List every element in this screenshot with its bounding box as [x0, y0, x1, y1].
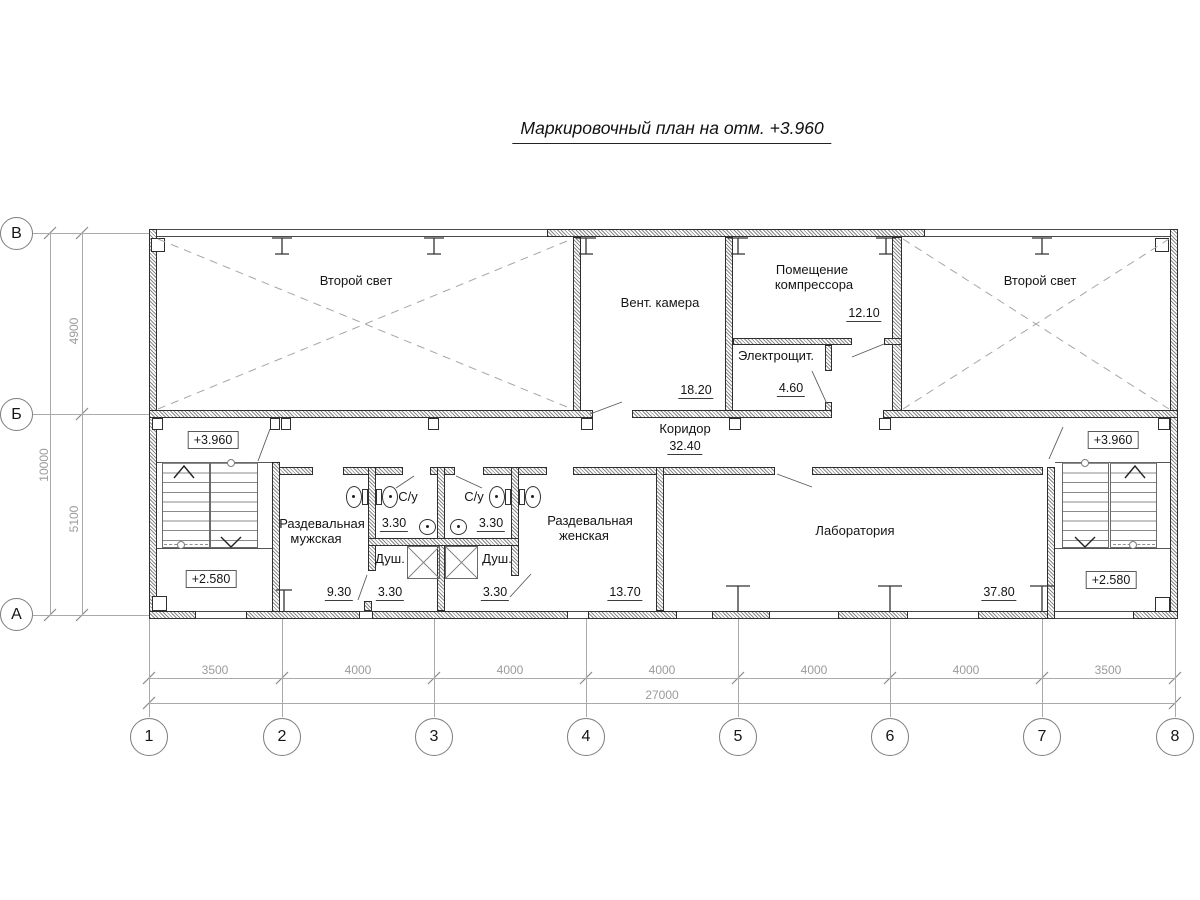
axis-bubble-2	[263, 718, 301, 756]
dim-line-bottom-total	[149, 703, 1175, 704]
room-area-locker-male: 9.30	[326, 585, 352, 599]
room-area-corridor: 32.40	[669, 439, 701, 453]
room-area-electro: 4.60	[778, 381, 804, 395]
room-label-corridor: Коридор	[659, 421, 711, 436]
axis-label: В	[11, 224, 22, 242]
axis-bubble-6	[871, 718, 909, 756]
axis-label: 7	[1037, 728, 1047, 745]
dim-bay: 4000	[952, 663, 980, 677]
axis-label: А	[11, 605, 22, 623]
room-label-compressor-2: компрессора	[774, 277, 854, 292]
room-label-second-light-left: Второй свет	[319, 273, 393, 288]
room-area-locker-female: 13.70	[609, 585, 641, 599]
drawing-title: Маркировочный план на отм. +3.960	[512, 118, 831, 144]
elevation-mark-lower-left: +2.580	[186, 570, 237, 588]
room-area-wc-female: 3.30	[478, 516, 504, 530]
elevation-mark-upper-left: +3.960	[188, 431, 239, 449]
dim-line-bottom-bays	[149, 678, 1175, 679]
room-label-wc-female: С/у	[464, 489, 484, 504]
room-label-compressor-1: Помещение	[775, 262, 849, 277]
dim-bay: 3500	[201, 663, 229, 677]
room-label-second-light-right: Второй свет	[1003, 273, 1077, 288]
room-area-wc-male: 3.30	[381, 516, 407, 530]
dimension-ticks	[44, 227, 1181, 709]
elevation-mark-lower-right: +2.580	[1086, 571, 1137, 589]
dim-bottom-total: 27000	[645, 688, 679, 702]
room-label-locker-male-1: Раздевальная	[279, 516, 365, 531]
room-label-shower-female: Душ.	[482, 551, 512, 566]
room-label-locker-female-1: Раздевальная	[547, 513, 633, 528]
axis-bubble-7	[1023, 718, 1061, 756]
column-ibeam-icons	[272, 238, 1052, 254]
axis-label: 3	[429, 728, 439, 745]
dim-line-left-total	[50, 233, 51, 615]
axis-line-8	[1175, 619, 1176, 717]
dim-left-bay-1: 4900	[67, 317, 81, 345]
axis-label: 6	[885, 728, 895, 745]
elevation-mark-upper-right: +3.960	[1088, 431, 1139, 449]
room-label-locker-female-2: женская	[559, 528, 609, 543]
dim-bay: 3500	[1094, 663, 1122, 677]
axis-bubble-a	[0, 598, 33, 631]
axis-label: 5	[733, 728, 743, 745]
room-area-shower-male: 3.30	[377, 585, 403, 599]
dim-bay: 4000	[648, 663, 676, 677]
axis-label: 8	[1170, 728, 1180, 745]
axis-label: 4	[581, 728, 591, 745]
axis-bubble-4	[567, 718, 605, 756]
room-label-lab: Лаборатория	[815, 523, 895, 538]
axis-bubble-b	[0, 398, 33, 431]
room-label-electro: Электрощит.	[737, 348, 815, 363]
room-area-compressor: 12.10	[848, 306, 880, 320]
room-label-shower-male: Душ.	[375, 551, 405, 566]
axis-bubble-v	[0, 217, 33, 250]
room-label-vent: Вент. камера	[620, 295, 700, 310]
axis-bubble-8	[1156, 718, 1194, 756]
second-light-cross	[158, 239, 1169, 409]
room-area-shower-female: 3.30	[482, 585, 508, 599]
axis-bubble-5	[719, 718, 757, 756]
dim-bay: 4000	[800, 663, 828, 677]
room-area-vent: 18.20	[680, 383, 712, 397]
room-label-wc-male: С/у	[398, 489, 418, 504]
axis-bubble-1	[130, 718, 168, 756]
room-area-lab: 37.80	[983, 585, 1015, 599]
dim-left-bay-2: 5100	[67, 505, 81, 533]
axis-label: 1	[144, 728, 154, 745]
room-label-locker-male-2: мужская	[290, 531, 342, 546]
dim-bay: 4000	[496, 663, 524, 677]
axis-line-a	[33, 615, 149, 616]
axis-label: 2	[277, 728, 287, 745]
dim-left-total: 10000	[37, 448, 51, 482]
dim-bay: 4000	[344, 663, 372, 677]
axis-bubble-3	[415, 718, 453, 756]
dim-line-left-bays	[82, 233, 83, 615]
axis-label: Б	[11, 405, 22, 423]
